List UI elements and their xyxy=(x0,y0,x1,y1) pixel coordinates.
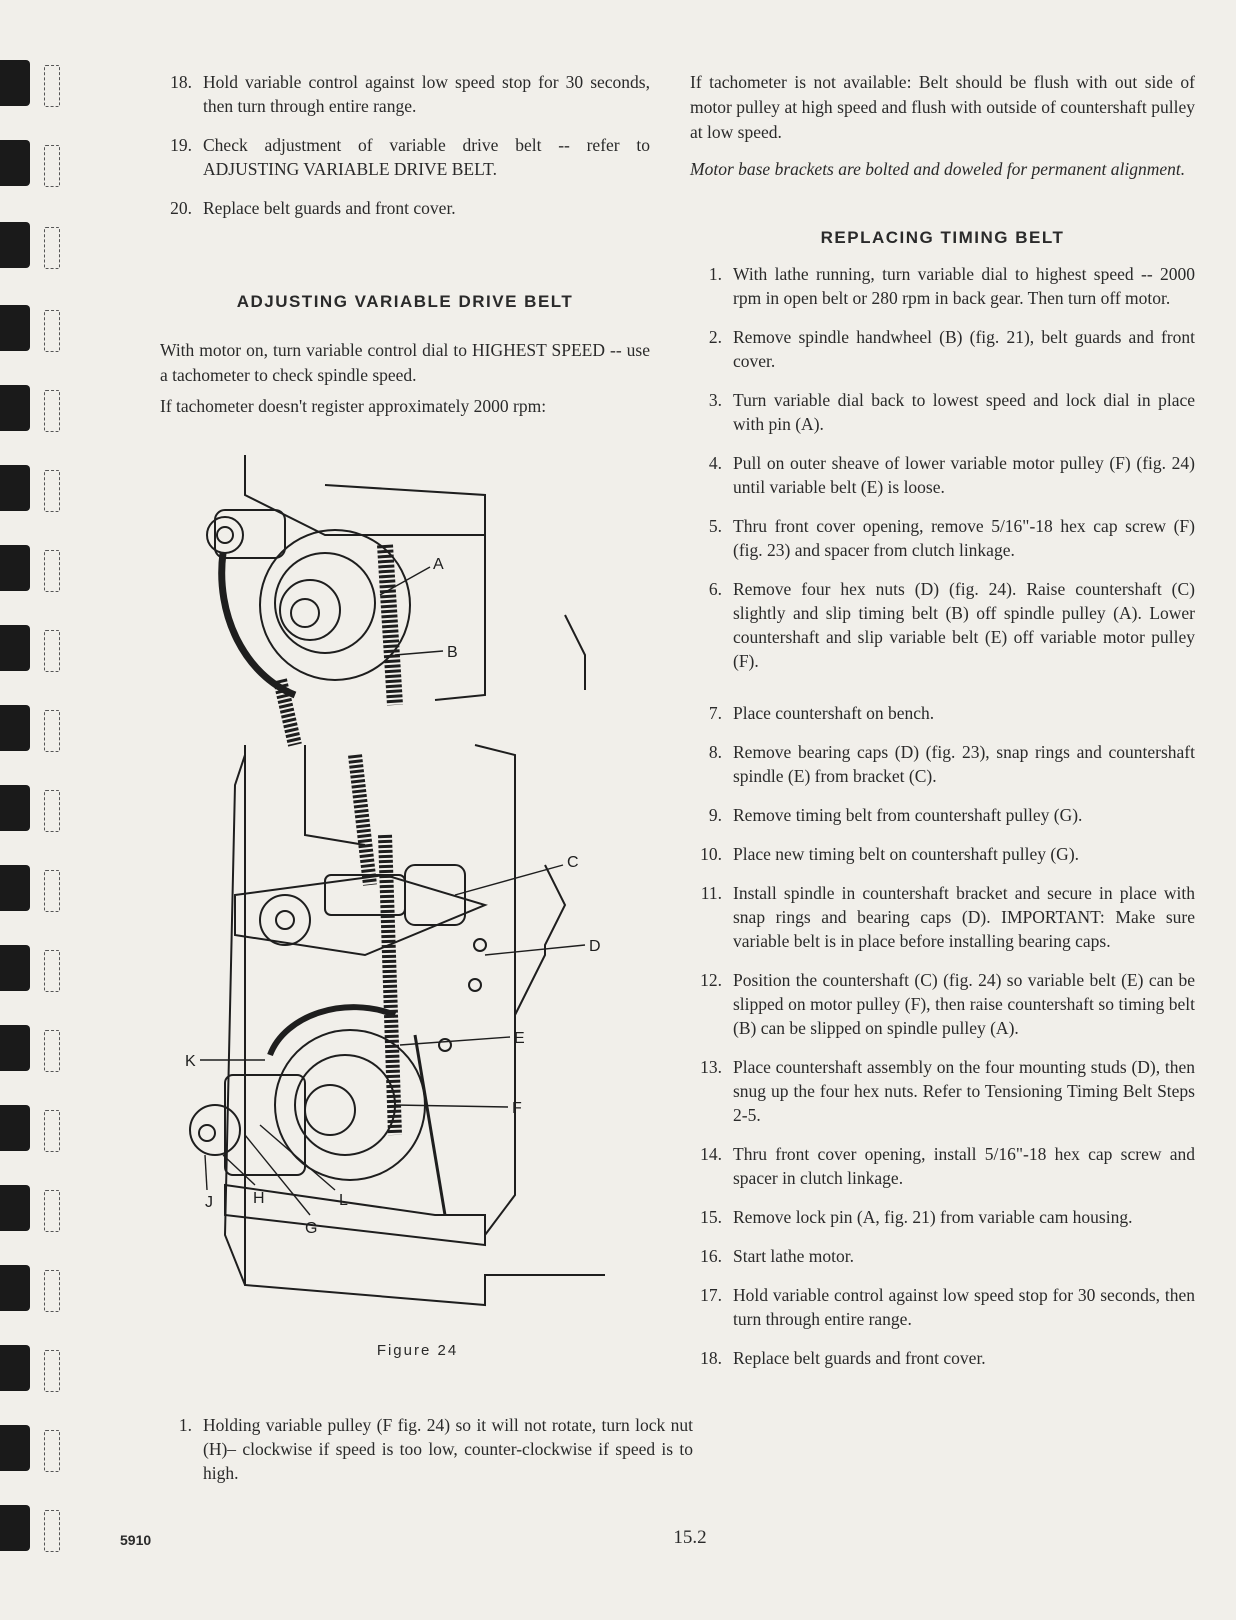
step-text: Remove spindle handwheel (B) (fig. 21), belt guards and front cover. xyxy=(733,327,1195,371)
spindle-pulley-inner xyxy=(280,580,340,640)
step-text: Turn variable dial back to lowest speed and lock dial in place with pin (A). xyxy=(733,390,1195,434)
label-l: L xyxy=(339,1192,348,1209)
binder-hole xyxy=(44,1510,60,1552)
condition-paragraph: If tachometer doesn't register approximately 2000 rpm: xyxy=(160,396,547,416)
leader-j xyxy=(205,1155,207,1190)
step-text: Thru front cover opening, install 5/16"-18 hex cap screw and spacer in clutch linkage. xyxy=(733,1144,1195,1188)
step-number: 19. xyxy=(170,135,192,155)
section-heading-adjusting: ADJUSTING VARIABLE DRIVE BELT xyxy=(236,292,574,311)
step-text: Hold variable control against low speed stop for 30 seconds, then turn through entire range. xyxy=(203,72,650,116)
binder-hole xyxy=(44,1030,60,1072)
binder-hole xyxy=(44,550,60,592)
timing-belt-lower xyxy=(280,680,295,745)
leader-f xyxy=(395,1105,508,1107)
figure-24 xyxy=(185,455,650,1335)
binder-hole xyxy=(44,1110,60,1152)
binder-tab xyxy=(0,465,30,511)
step-19 xyxy=(160,133,650,181)
binder-tab xyxy=(0,785,30,831)
section-heading-replacing: REPLACING TIMING BELT xyxy=(820,228,1065,247)
binder-strip xyxy=(0,0,70,1620)
step-1 xyxy=(690,262,1195,310)
step-5 xyxy=(690,514,1195,562)
step-text: Hold variable control against low speed stop for 30 seconds, then turn through entire range. xyxy=(733,1285,1195,1329)
binder-tab xyxy=(0,222,30,268)
bracket-arm xyxy=(515,865,565,1015)
binder-hole xyxy=(44,1430,60,1472)
binder-tab xyxy=(0,625,30,671)
alignment-note: Motor base brackets are bolted and doweled for permanent alignment. xyxy=(690,159,1186,179)
label-c: C xyxy=(567,854,579,871)
leader-h xyxy=(223,1155,255,1185)
label-e: E xyxy=(514,1030,525,1047)
headstock-top xyxy=(325,485,485,535)
label-a: A xyxy=(433,556,444,573)
adjusting-screw-j xyxy=(199,1125,215,1141)
step-20 xyxy=(160,196,650,220)
step-text: Pull on outer sheave of lower variable motor pulley (F) (fig. 24) until variable belt (E) is loose. xyxy=(733,453,1195,497)
variable-pulley-spokes xyxy=(295,1055,395,1155)
binder-hole xyxy=(44,1270,60,1312)
step-number: 12. xyxy=(700,970,722,990)
left-column xyxy=(160,70,650,419)
cabinet-right xyxy=(475,745,515,1235)
step-number: 13. xyxy=(700,1057,722,1077)
step-number: 5. xyxy=(708,516,722,536)
step-4 xyxy=(690,451,1195,499)
binder-tab xyxy=(0,305,30,351)
binder-hole xyxy=(44,1350,60,1392)
step-13 xyxy=(690,1055,1195,1127)
label-h: H xyxy=(253,1190,265,1207)
step-6 xyxy=(690,577,1195,673)
step-number: 11. xyxy=(700,883,722,903)
pulley-rim xyxy=(415,1035,445,1215)
variable-belt-upper xyxy=(355,755,370,885)
spindle-bore xyxy=(291,599,319,627)
replacing-steps-list xyxy=(690,262,1195,1370)
binder-tab xyxy=(0,1105,30,1151)
binder-hole xyxy=(44,950,60,992)
binder-hole xyxy=(44,870,60,912)
step-17 xyxy=(690,1283,1195,1331)
step-10 xyxy=(690,842,1195,866)
step-text: Place countershaft assembly on the four mounting studs (D), then snug up the four hex nuts. Refer to Tensioning Timing Belt Steps 2-5. xyxy=(733,1057,1195,1125)
step-number: 18. xyxy=(170,72,192,92)
binder-hole xyxy=(44,227,60,269)
step-number: 14. xyxy=(700,1144,722,1164)
binder-tab xyxy=(0,1425,30,1471)
label-f: F xyxy=(512,1100,522,1117)
step-16 xyxy=(690,1244,1195,1268)
step-number: 1. xyxy=(708,264,722,284)
spindle-pulley-hub xyxy=(275,553,375,653)
step-number: 8. xyxy=(708,742,722,762)
step-text: Place countershaft on bench. xyxy=(733,703,935,723)
step-8 xyxy=(690,740,1195,788)
headstock-edge xyxy=(565,615,585,690)
step-12 xyxy=(690,968,1195,1040)
step-number: 2. xyxy=(708,327,722,347)
step-number: 3. xyxy=(708,390,722,410)
step-text: Check adjustment of variable drive belt -- refer to ADJUSTING VARIABLE DRIVE BELT. xyxy=(203,135,650,179)
binder-hole xyxy=(44,790,60,832)
step-14 xyxy=(690,1142,1195,1190)
step-number: 18. xyxy=(700,1348,722,1368)
mounting-stud xyxy=(469,979,481,991)
binder-tab xyxy=(0,385,30,431)
figure-24-drawing xyxy=(185,455,650,1335)
knob-bolt xyxy=(217,527,233,543)
leader-c xyxy=(455,865,563,895)
step-3 xyxy=(690,388,1195,436)
binder-tab xyxy=(0,545,30,591)
binder-hole xyxy=(44,1190,60,1232)
cabinet-left-edge xyxy=(225,755,245,1285)
step-number: 20. xyxy=(170,198,192,218)
binder-tab xyxy=(0,705,30,751)
mounting-stud xyxy=(474,939,486,951)
step-number: 16. xyxy=(700,1246,722,1266)
right-column xyxy=(690,70,1195,1385)
step-number: 10. xyxy=(700,844,722,864)
binder-tab xyxy=(0,1265,30,1311)
label-j: J xyxy=(205,1194,213,1211)
step-text: Start lathe motor. xyxy=(733,1246,855,1266)
step-text: Install spindle in countershaft bracket and secure in place with snap rings and bearing caps (D). IMPORTANT: Make sure variable belt is in place before installing bearing caps. xyxy=(733,883,1195,951)
no-tachometer-paragraph: If tachometer is not available: Belt should be flush with out side of motor pulley at high speed and flush with outside of countershaft pulley at low speed. xyxy=(690,72,1195,142)
binder-tab xyxy=(0,1345,30,1391)
step-text: With lathe running, turn variable dial to highest speed -- 2000 rpm in open belt or 280 rpm in back gear. Then turn off motor. xyxy=(733,264,1195,308)
leader-d xyxy=(485,945,585,955)
step-text: Holding variable pulley (F fig. 24) so it will not rotate, turn lock nut (H)– clockwise if speed is too low, counter-clockwise if speed is to high. xyxy=(203,1415,693,1483)
step-text: Remove lock pin (A, fig. 21) from variable cam housing. xyxy=(733,1207,1133,1227)
step-number: 17. xyxy=(700,1285,722,1305)
binder-tab xyxy=(0,1505,30,1551)
binder-tab xyxy=(0,60,30,106)
page-number: 15.2 xyxy=(673,1527,707,1548)
label-k: K xyxy=(185,1053,196,1070)
step-9 xyxy=(690,803,1195,827)
step-15 xyxy=(690,1205,1195,1229)
step-text: Position the countershaft (C) (fig. 24) so variable belt (E) can be slipped on motor pulley (F), then raise countershaft so timing belt (B) can be slipped on spindle pulley (A). xyxy=(733,970,1195,1038)
step-number: 7. xyxy=(708,703,722,723)
step-text: Remove four hex nuts (D) (fig. 24). Raise countershaft (C) slightly and slip timing belt (B) off spindle pulley (A). Lower countershaft and slip variable belt (E) off variable motor pulley (F). xyxy=(733,579,1195,671)
step-text: Thru front cover opening, remove 5/16"-18 hex cap screw (F) (fig. 23) and spacer from clutch linkage. xyxy=(733,516,1195,560)
binder-tab xyxy=(0,1185,30,1231)
binder-hole xyxy=(44,390,60,432)
binder-hole xyxy=(44,65,60,107)
step-2 xyxy=(690,325,1195,373)
binder-tab xyxy=(0,865,30,911)
step-number: 1. xyxy=(178,1415,192,1435)
label-d: D xyxy=(589,938,601,955)
step-18 xyxy=(160,70,650,118)
binder-tab xyxy=(0,140,30,186)
label-g: G xyxy=(305,1220,318,1237)
binder-hole xyxy=(44,310,60,352)
label-b: B xyxy=(447,644,458,661)
variable-pulley-hub xyxy=(305,1085,355,1135)
countershaft-shaft xyxy=(276,911,294,929)
step-text: Remove timing belt from countershaft pulley (G). xyxy=(733,805,1083,825)
document-code: 5910 xyxy=(120,1532,152,1548)
intro-paragraph: With motor on, turn variable control dial to HIGHEST SPEED -- use a tachometer to check spindle speed. xyxy=(160,340,650,385)
knob-cap xyxy=(207,517,243,553)
step-text: Replace belt guards and front cover. xyxy=(203,198,456,218)
binder-hole xyxy=(44,470,60,512)
binder-hole xyxy=(44,145,60,187)
step-number: 6. xyxy=(708,579,722,599)
binder-tab xyxy=(0,945,30,991)
binder-hole xyxy=(44,630,60,672)
leader-b xyxy=(395,651,443,655)
timing-belt-upper xyxy=(385,545,395,705)
step-number: 15. xyxy=(700,1207,722,1227)
step-text: Replace belt guards and front cover. xyxy=(733,1348,986,1368)
step-7 xyxy=(690,701,1195,725)
step-text: Remove bearing caps (D) (fig. 23), snap rings and countershaft spindle (E) from bracket (C). xyxy=(733,742,1195,786)
step-text: Place new timing belt on countershaft pulley (G). xyxy=(733,844,1080,864)
figure-caption: Figure 24 xyxy=(376,1342,459,1359)
binder-tab xyxy=(0,1025,30,1071)
step-number: 4. xyxy=(708,453,722,473)
step-11 xyxy=(690,881,1195,953)
binder-hole xyxy=(44,710,60,752)
adjust-step-1 xyxy=(160,1413,693,1485)
step-number: 9. xyxy=(708,805,722,825)
countershaft-bearing xyxy=(260,895,310,945)
step-18 xyxy=(690,1346,1195,1370)
